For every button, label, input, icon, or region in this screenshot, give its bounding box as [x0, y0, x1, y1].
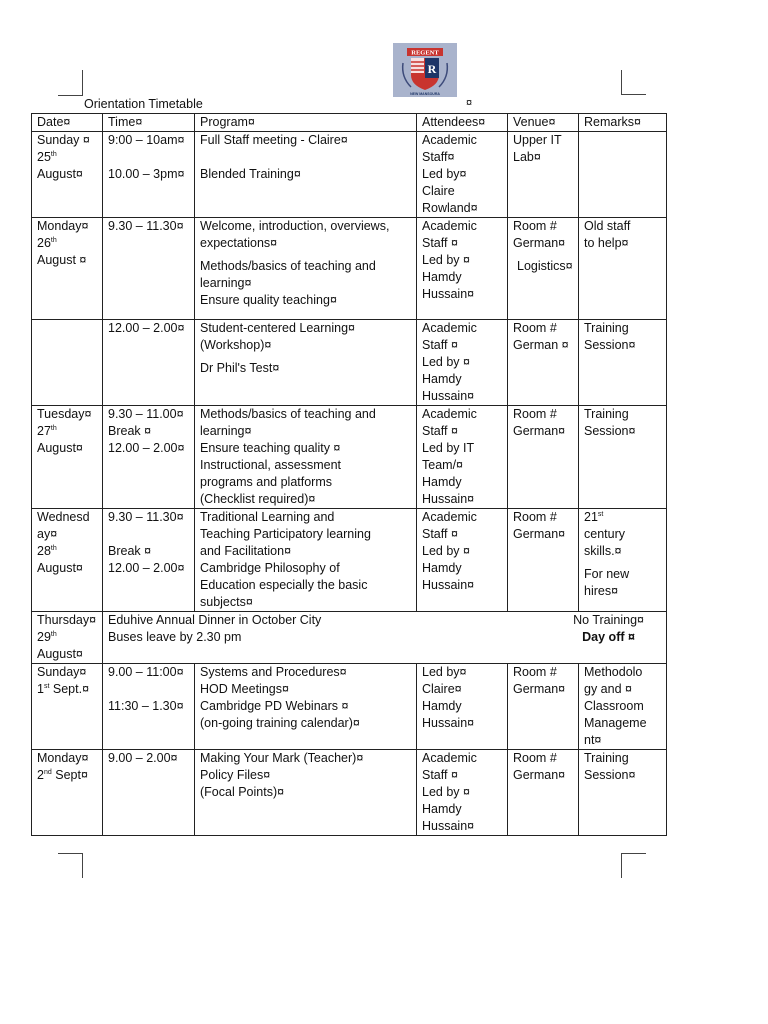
program-cell: Systems and Procedures¤ HOD Meetings¤ Cambridge PD Webinars ¤ (on-going training calendar)¤: [195, 664, 417, 750]
program-cell: Student-centered Learning¤ (Workshop)¤ Dr Phil's Test¤: [195, 320, 417, 406]
logo-text-bottom: NEW MANSOURA: [410, 92, 440, 96]
time-cell: 12.00 – 2.00¤: [103, 320, 195, 406]
time-cell: 9.30 – 11.00¤ Break ¤ 12.00 – 2.00¤: [103, 406, 195, 509]
program-cell: Traditional Learning and Teaching Participatory learning and Facilitation¤ Cambridge Philosophy of Education especially the basic subjects¤: [195, 509, 417, 612]
merged-event-cell: Eduhive Annual Dinner in October City Buses leave by 2.30 pm No Training¤ Day off ¤: [103, 612, 667, 664]
program-cell: Full Staff meeting - Claire¤ Blended Training¤: [195, 132, 417, 218]
attendees-cell: Academic Staff ¤ Led by ¤ Hamdy Hussain¤: [417, 509, 508, 612]
crop-mark-bottom-left: [58, 853, 83, 878]
attendees-cell: Academic Staff¤ Led by¤ Claire Rowland¤: [417, 132, 508, 218]
date-cell: Wednesd ay¤ 28th August¤: [32, 509, 103, 612]
remarks-cell: Methodolo gy and ¤ Classroom Manageme nt¤: [579, 664, 667, 750]
remarks-cell: Training Session¤: [579, 750, 667, 836]
table-row: [32, 612, 667, 664]
header-row: [32, 114, 667, 132]
date-cell: [32, 320, 103, 406]
table-row: [32, 750, 667, 836]
time-cell: 9:00 – 10am¤ 10.00 – 3pm¤: [103, 132, 195, 218]
header-venue: Venue¤: [508, 114, 579, 132]
venue-cell: Room # German¤: [508, 664, 579, 750]
program-cell: Welcome, introduction, overviews, expectations¤ Methods/basics of teaching and learning¤ Ensure quality teaching¤: [195, 218, 417, 320]
venue-cell: Room # German¤ Logistics¤: [508, 218, 579, 320]
remarks-cell: 21st century skills.¤ For new hires¤: [579, 509, 667, 612]
date-cell: Tuesday¤ 27th August¤: [32, 406, 103, 509]
date-cell: Sunday ¤ 25th August¤: [32, 132, 103, 218]
header-remarks: Remarks¤: [579, 114, 667, 132]
school-logo: [393, 43, 457, 97]
attendees-cell: Academic Staff ¤ Led by ¤ Hamdy Hussain¤: [417, 750, 508, 836]
table-row: [32, 406, 667, 509]
table-row: [32, 320, 667, 406]
logo-text-top: REGENT: [411, 49, 439, 57]
table-row: [32, 218, 667, 320]
program-cell: Methods/basics of teaching and learning¤ Ensure teaching quality ¤ Instructional, assessment programs and platforms (Checklist required)¤: [195, 406, 417, 509]
timetable: [31, 113, 667, 836]
venue-cell: Room # German¤: [508, 406, 579, 509]
time-cell: 9.30 – 11.30¤ Break ¤ 12.00 – 2.00¤: [103, 509, 195, 612]
attendees-cell: Academic Staff ¤ Led by ¤ Hamdy Hussain¤: [417, 218, 508, 320]
venue-cell: Upper IT Lab¤: [508, 132, 579, 218]
venue-cell: Room # German¤: [508, 509, 579, 612]
date-cell: Thursday¤ 29th August¤: [32, 612, 103, 664]
logo-letter: R: [427, 62, 437, 76]
table-row: [32, 132, 667, 218]
date-cell: Monday¤ 26th August ¤: [32, 218, 103, 320]
time-cell: 9.00 – 2.00¤: [103, 750, 195, 836]
attendees-cell: Academic Staff ¤ Led by ¤ Hamdy Hussain¤: [417, 320, 508, 406]
remarks-cell: [579, 132, 667, 218]
table-row: [32, 509, 667, 612]
venue-cell: Room # German¤: [508, 750, 579, 836]
attendees-cell: Academic Staff ¤ Led by IT Team/¤ Hamdy Hussain¤: [417, 406, 508, 509]
remarks-cell: Old staff to help¤: [579, 218, 667, 320]
crop-mark-top-right: [621, 70, 646, 95]
title-mark: ¤: [466, 97, 473, 109]
program-cell: Making Your Mark (Teacher)¤ Policy Files¤ (Focal Points)¤: [195, 750, 417, 836]
header-attendees: Attendees¤: [417, 114, 508, 132]
date-cell: Sunday¤ 1st Sept.¤: [32, 664, 103, 750]
time-cell: 9.00 – 11:00¤ 11:30 – 1.30¤: [103, 664, 195, 750]
date-cell: Monday¤ 2nd Sept¤: [32, 750, 103, 836]
header-program: Program¤: [195, 114, 417, 132]
day-off-label: Day off ¤: [582, 630, 635, 644]
table-row: [32, 664, 667, 750]
crop-mark-top-left: [58, 70, 83, 96]
page-title: Orientation Timetable: [84, 97, 203, 111]
remarks-cell: Training Session¤: [579, 406, 667, 509]
no-training-label: No Training¤: [573, 613, 644, 627]
crop-mark-bottom-right: [621, 853, 646, 878]
attendees-cell: Led by¤ Claire¤ Hamdy Hussain¤: [417, 664, 508, 750]
header-time: Time¤: [103, 114, 195, 132]
header-date: Date¤: [32, 114, 103, 132]
remarks-cell: Training Session¤: [579, 320, 667, 406]
venue-cell: Room # German ¤: [508, 320, 579, 406]
time-cell: 9.30 – 11.30¤: [103, 218, 195, 320]
